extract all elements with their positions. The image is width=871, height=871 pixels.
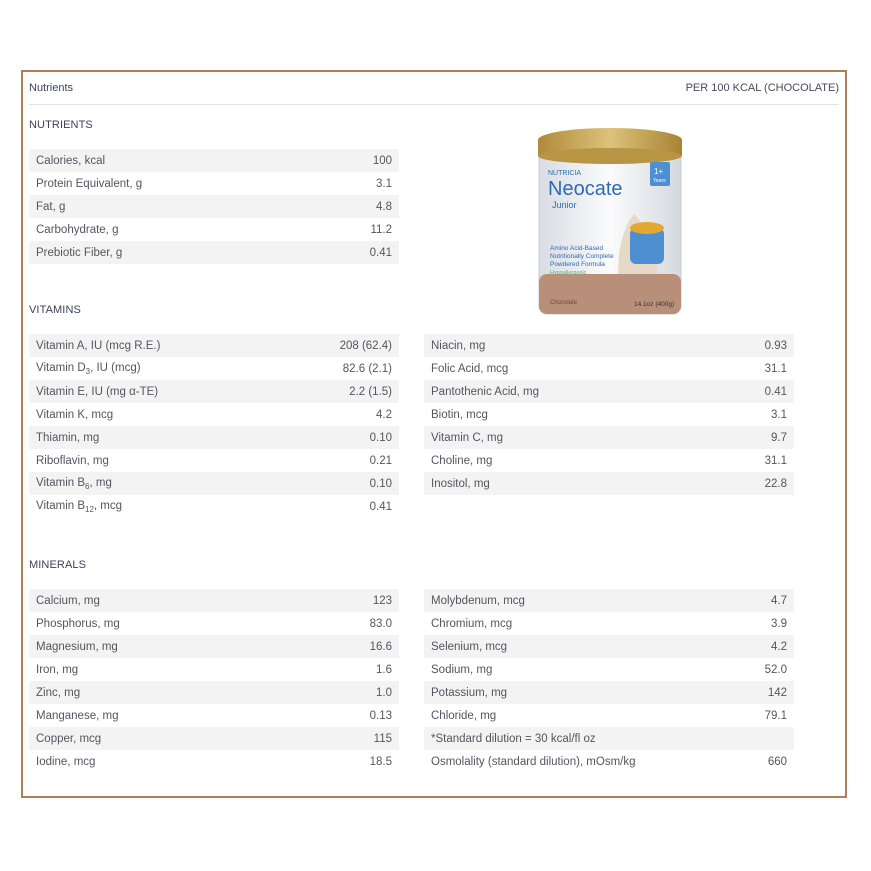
row-value: 16.6 — [369, 640, 392, 653]
table-row — [424, 334, 794, 357]
table-row — [424, 449, 794, 472]
section-heading-minerals: MINERALS — [29, 559, 87, 571]
row-value: 1.6 — [376, 663, 392, 676]
table-row — [29, 495, 399, 518]
table-row — [424, 589, 794, 612]
table-row — [424, 612, 794, 635]
row-value: 11.2 — [370, 223, 392, 236]
row-value: 208 (62.4) — [339, 339, 392, 352]
table-row — [29, 635, 399, 658]
row-value: 0.41 — [369, 246, 392, 259]
table-row — [29, 334, 399, 357]
table-row — [424, 380, 794, 403]
row-label: Riboflavin, mg — [36, 454, 109, 467]
neocate-can-icon — [536, 124, 684, 322]
panel-header — [29, 82, 839, 105]
row-value: 0.93 — [764, 339, 787, 352]
minerals-table-left — [29, 589, 399, 773]
table-row — [29, 218, 399, 241]
row-label: *Standard dilution = 30 kcal/fl oz — [431, 732, 596, 745]
table-row — [424, 704, 794, 727]
row-label: Osmolality (standard dilution), mOsm/kg — [431, 755, 636, 768]
row-value: 0.10 — [369, 477, 392, 490]
row-label: Zinc, mg — [36, 686, 81, 699]
row-value: 0.41 — [369, 500, 392, 513]
row-label: Choline, mg — [431, 454, 493, 467]
row-label: Protein Equivalent, g — [36, 177, 143, 190]
table-row — [29, 449, 399, 472]
row-value: 4.8 — [376, 200, 392, 213]
table-row — [424, 750, 794, 773]
row-value: 0.10 — [369, 431, 392, 444]
row-value: 4.2 — [771, 640, 787, 653]
table-row — [29, 149, 399, 172]
vitamins-table-right — [424, 334, 794, 495]
table-row — [424, 658, 794, 681]
table-row — [29, 612, 399, 635]
row-value: 9.7 — [771, 431, 787, 444]
table-row — [29, 750, 399, 773]
row-value: 0.21 — [369, 454, 392, 467]
vitamins-table-left — [29, 334, 399, 518]
table-row — [29, 472, 399, 495]
section-heading-nutrients: NUTRIENTS — [29, 119, 93, 131]
row-label: Sodium, mg — [431, 663, 493, 676]
row-value: 31.1 — [764, 454, 787, 467]
section-heading-vitamins: VITAMINS — [29, 304, 81, 316]
row-label: Carbohydrate, g — [36, 223, 119, 236]
row-label: Biotin, mcg — [431, 408, 488, 421]
row-label: Vitamin A, IU (mcg R.E.) — [36, 339, 161, 352]
row-value: 1.0 — [376, 686, 392, 699]
row-label: Vitamin C, mg — [431, 431, 504, 444]
row-value: 4.2 — [376, 408, 392, 421]
row-label: Selenium, mcg — [431, 640, 508, 653]
nutrients-panel — [21, 70, 847, 798]
row-label: Calories, kcal — [36, 154, 106, 167]
product-variant: Junior — [552, 200, 577, 210]
table-row — [424, 472, 794, 495]
table-row — [29, 704, 399, 727]
row-value: 0.13 — [369, 709, 392, 722]
row-label: Iron, mg — [36, 663, 79, 676]
row-value: 79.1 — [764, 709, 787, 722]
row-value: 142 — [767, 686, 787, 699]
table-row — [29, 727, 399, 750]
table-row — [29, 589, 399, 612]
table-row — [424, 681, 794, 704]
product-image — [536, 124, 684, 322]
row-label: Pantothenic Acid, mg — [431, 385, 540, 398]
table-row — [29, 403, 399, 426]
row-label: Chloride, mg — [431, 709, 497, 722]
table-row — [424, 727, 794, 750]
table-row — [29, 658, 399, 681]
product-age-unit: Years — [653, 178, 666, 184]
product-name: Neocate — [548, 178, 623, 200]
unit-label: PER 100 KCAL (CHOCOLATE) — [685, 82, 839, 94]
nutrients-table — [29, 149, 399, 264]
row-label: Fat, g — [36, 200, 66, 213]
table-row — [29, 172, 399, 195]
row-label: Vitamin $B_6$, mg — [36, 476, 112, 491]
product-desc-3: Powdered Formula — [550, 261, 605, 268]
product-flavor: Chocolate — [550, 300, 578, 306]
row-label: Vitamin E, IU (mg α-TE) — [36, 385, 159, 398]
row-label: Magnesium, mg — [36, 640, 118, 653]
row-value: 2.2 (1.5) — [349, 385, 392, 398]
row-label: Prebiotic Fiber, g — [36, 246, 123, 259]
row-value: 82.6 (2.1) — [342, 362, 392, 375]
row-label: Potassium, mg — [431, 686, 508, 699]
row-label: Copper, mcg — [36, 732, 102, 745]
minerals-table-right — [424, 589, 794, 773]
row-label: Calcium, mg — [36, 594, 100, 607]
table-row — [29, 241, 399, 264]
table-row — [29, 357, 399, 380]
row-value: 0.41 — [764, 385, 787, 398]
row-label: Iodine, mcg — [36, 755, 96, 768]
row-label: Chromium, mcg — [431, 617, 513, 630]
product-brand: NUTRICIA — [548, 170, 582, 177]
row-label: Vitamin $D_3$, IU (mcg) — [36, 361, 141, 376]
table-row — [424, 635, 794, 658]
row-label: Manganese, mg — [36, 709, 119, 722]
row-label: Inositol, mg — [431, 477, 490, 490]
table-row — [424, 426, 794, 449]
row-value: 52.0 — [764, 663, 787, 676]
panel-title: Nutrients — [29, 82, 74, 94]
product-desc-1: Amino Acid-Based — [550, 245, 604, 252]
row-value: 3.1 — [376, 177, 392, 190]
row-value: 100 — [372, 154, 392, 167]
product-age: 1+ — [654, 167, 664, 176]
row-value: 115 — [373, 732, 392, 745]
table-row — [29, 426, 399, 449]
table-row — [424, 357, 794, 380]
row-label: Thiamin, mg — [36, 431, 100, 444]
table-row — [424, 403, 794, 426]
product-tag: Hypoallergenic — [550, 270, 587, 276]
row-value: 18.5 — [369, 755, 392, 768]
table-row — [29, 681, 399, 704]
row-label: Vitamin $B_{12}$, mcg — [36, 499, 123, 514]
row-label: Vitamin K, mcg — [36, 408, 114, 421]
row-value: 22.8 — [764, 477, 787, 490]
row-value: 660 — [767, 755, 787, 768]
row-value: 123 — [372, 594, 392, 607]
product-desc-2: Nutritionally Complete — [550, 253, 614, 260]
row-value: 3.9 — [771, 617, 787, 630]
row-label: Molybdenum, mcg — [431, 594, 525, 607]
row-value: 83.0 — [369, 617, 392, 630]
row-value: 3.1 — [771, 408, 787, 421]
row-label: Niacin, mg — [431, 339, 486, 352]
product-weight: 14.1oz (400g) — [634, 301, 675, 308]
row-value: 31.1 — [764, 362, 787, 375]
row-label: Folic Acid, mcg — [431, 362, 509, 375]
row-label: Phosphorus, mg — [36, 617, 120, 630]
table-row — [29, 195, 399, 218]
row-value: 4.7 — [771, 594, 787, 607]
table-row — [29, 380, 399, 403]
